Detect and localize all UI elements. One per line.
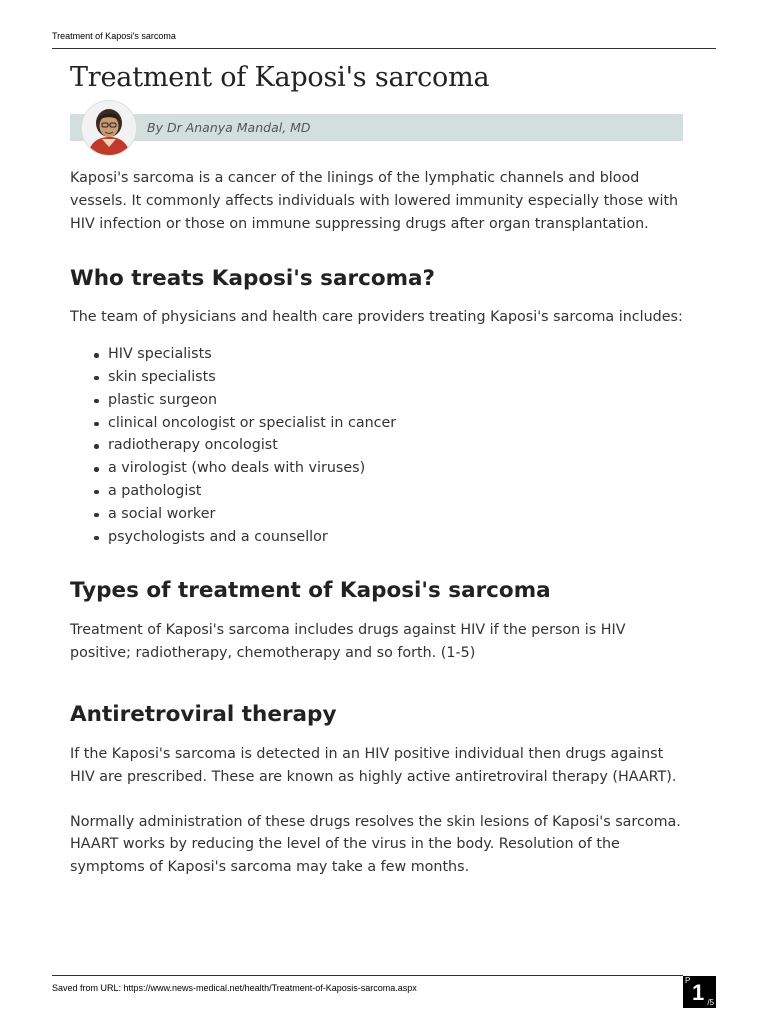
list-item: a pathologist bbox=[108, 480, 690, 503]
list-item: a virologist (who deals with viruses) bbox=[108, 457, 690, 480]
section-heading-who-treats: Who treats Kaposi's sarcoma? bbox=[70, 266, 435, 292]
list-item: radiotherapy oncologist bbox=[108, 434, 690, 457]
page-total: /5 bbox=[707, 998, 714, 1007]
intro-paragraph: Kaposi's sarcoma is a cancer of the linings of the lymphatic channels and blood vessels. It commonly affects individuals with lowered immunity especially those with HIV infection or those on immune suppressing drugs after organ transplantation. bbox=[70, 170, 679, 232]
footer-divider bbox=[52, 975, 683, 976]
section-text-types-of-treatment: Treatment of Kaposi's sarcoma includes drugs against HIV if the person is HIV positive; radiotherapy, chemotherapy and so forth. (1-5) bbox=[70, 622, 626, 662]
author-avatar bbox=[81, 100, 137, 156]
list-item: HIV specialists bbox=[108, 343, 690, 366]
article-body bbox=[70, 167, 690, 879]
list-item: plastic surgeon bbox=[108, 389, 690, 412]
antiretroviral-paragraph-2: Normally administration of these drugs resolves the skin lesions of Kaposi's sarcoma. HAART works by reducing the level of the virus in the body. Resolution of the symptoms of Kaposi's sarcoma may take a few months. bbox=[70, 813, 681, 876]
page-label: P bbox=[685, 976, 691, 985]
list-item: clinical oncologist or specialist in cancer bbox=[108, 412, 690, 435]
section-text-who-treats: The team of physicians and health care providers treating Kaposi's sarcoma includes: bbox=[70, 309, 683, 326]
list-item: skin specialists bbox=[108, 366, 690, 389]
document-header-title: Treatment of Kaposi's sarcoma bbox=[52, 31, 176, 41]
saved-from-url: Saved from URL: https://www.news-medical.net/health/Treatment-of-Kaposis-sarcoma.aspx bbox=[52, 983, 417, 993]
antiretroviral-paragraph-1: If the Kaposi's sarcoma is detected in an HIV positive individual then drugs against HIV are prescribed. These are known as highly active antiretroviral therapy (HAART). bbox=[70, 745, 677, 785]
header-divider bbox=[52, 48, 716, 49]
author-photo-icon bbox=[82, 101, 136, 155]
list-item: psychologists and a counsellor bbox=[108, 526, 690, 549]
section-heading-types-of-treatment: Types of treatment of Kaposi's sarcoma bbox=[70, 578, 551, 604]
section-heading-antiretroviral: Antiretroviral therapy bbox=[70, 701, 337, 727]
page-number-badge bbox=[683, 976, 716, 1008]
byline-bar bbox=[70, 114, 683, 141]
specialist-list bbox=[70, 343, 690, 548]
page-number: 1 bbox=[692, 980, 705, 1005]
list-item: a social worker bbox=[108, 503, 690, 526]
author-byline[interactable]: By Dr Ananya Mandal, MD bbox=[147, 120, 311, 135]
page-title: Treatment of Kaposi's sarcoma bbox=[70, 62, 490, 93]
